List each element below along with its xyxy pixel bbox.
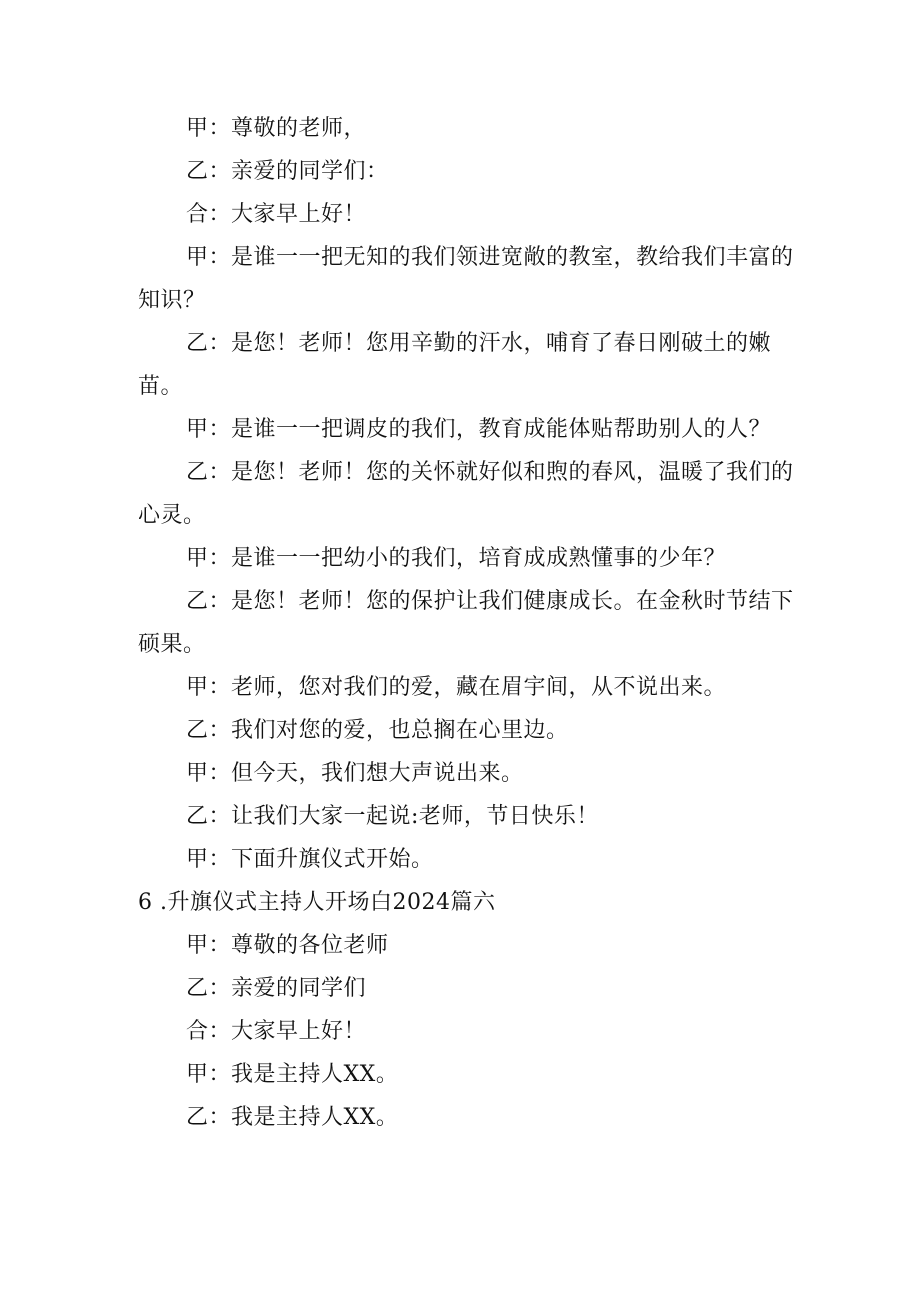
dialogue-line: 甲：尊敬的老师， <box>186 116 367 141</box>
dialogue-paragraph: 甲：是谁一一把无知的我们领进宽敞的教室，教给我们丰富的知识？ <box>138 245 794 313</box>
dialogue-paragraph: 乙：是您！老师！您的保护让我们健康成长。在金秋时节结下硕果。 <box>138 589 794 657</box>
dialogue-line: 甲：但今天，我们想大声说出来。 <box>186 761 524 786</box>
dialogue-line: 甲：是谁一一把幼小的我们，培育成成熟懂事的少年？ <box>186 546 727 571</box>
dialogue-paragraph: 乙：是您！老师！您的关怀就好似和煦的春风，温暖了我们的心灵。 <box>138 460 794 528</box>
dialogue-line: 乙：我们对您的爱，也总搁在心里边。 <box>186 718 569 743</box>
section-heading: 6 .升旗仪式主持人开场白2024篇六 <box>138 890 496 915</box>
dialogue-line: 乙：亲爱的同学们 <box>186 976 367 1001</box>
dialogue-line: 乙：亲爱的同学们： <box>186 159 389 184</box>
dialogue-line: 甲：是谁一一把调皮的我们，教育成能体贴帮助别人的人？ <box>186 417 772 442</box>
dialogue-line: 乙：我是主持人XX。 <box>186 1105 399 1130</box>
dialogue-line: 甲：尊敬的各位老师 <box>186 933 389 958</box>
dialogue-line: 甲：下面升旗仪式开始。 <box>186 847 434 872</box>
dialogue-paragraph: 乙：是您！老师！您用辛勤的汗水，哺育了春日刚破土的嫩苗。 <box>138 331 772 399</box>
dialogue-line: 乙：让我们大家一起说:老师，节日快乐！ <box>186 804 599 829</box>
dialogue-line: 合：大家早上好！ <box>186 1019 367 1044</box>
dialogue-line: 甲：我是主持人XX。 <box>186 1062 399 1087</box>
dialogue-line: 合：大家早上好！ <box>186 202 367 227</box>
dialogue-line: 甲：老师，您对我们的爱，藏在眉宇间，从不说出来。 <box>186 675 727 700</box>
